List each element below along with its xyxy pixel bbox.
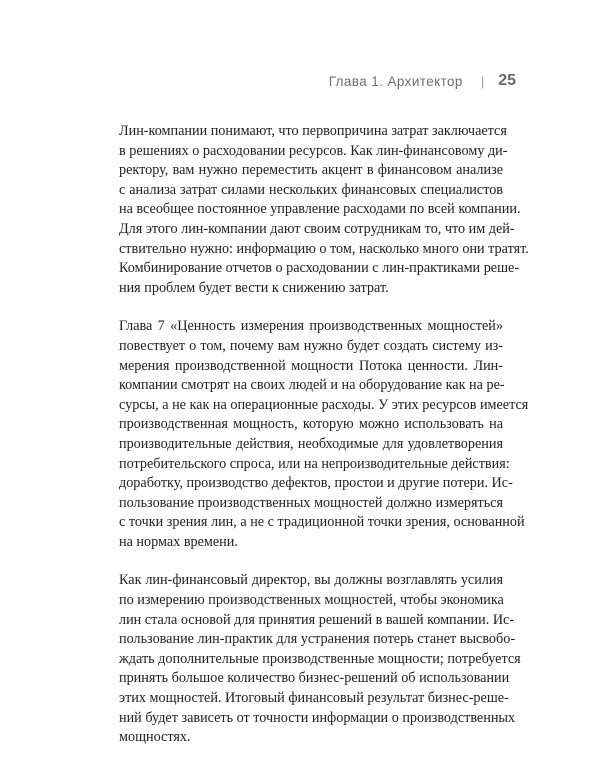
page-number: 25 [498, 72, 516, 89]
text-line: ния проблем будет вести к снижению затрат. [119, 279, 389, 296]
text-line: мощностях. [119, 729, 191, 746]
text-line: Как лин-финансовый директор, вы должны возглавлять усилия [119, 572, 503, 589]
text-line: ждать дополнительные производственные мощности; потребуется [119, 650, 521, 667]
text-line: в решениях о расходовании ресурсов. Как лин-финансовому ди- [119, 142, 508, 159]
running-header [329, 72, 516, 90]
text-line: с анализа затрат силами нескольких финансовых специалистов [119, 181, 503, 198]
text-line: по измерению производственных мощностей, чтобы экономика [119, 592, 504, 609]
text-line: потребительского спроса, или на непроизводительные действия: [119, 455, 510, 472]
text-line: Для этого лин-компании дают своим сотрудникам то, что им дей- [119, 220, 515, 237]
text-line: с точки зрения лин, а не с традиционной точки зрения, основанной [119, 514, 525, 531]
text-line: производственная мощность, которую можно использовать на [119, 416, 503, 433]
paragraph-2 [119, 317, 529, 552]
text-line: пользование производственных мощностей должно измеряться [119, 494, 503, 511]
paragraph-1 [119, 122, 529, 298]
text-line: ний будет зависеть от точности информации о производственных [119, 709, 516, 726]
text-line: повествует о том, почему вам нужно будет создать систему из- [119, 337, 503, 354]
text-line: на всеобщее постоянное управление расходами по всей компании. [119, 201, 521, 218]
text-line: ствительно нужно: информацию о том, насколько много они тратят. [119, 240, 529, 257]
text-line: Лин-компании понимают, что первопричина затрат заключается [119, 123, 507, 139]
text-line: мерения производственной мощности Потока ценности. Лин- [119, 357, 503, 374]
chapter-title: Глава 1. Архитектор [328, 73, 463, 89]
header-separator: | [480, 73, 485, 89]
text-line: принять большое количество бизнес-решений об использовании [119, 670, 510, 687]
text-line: лин стала основой для принятия решений в вашей компании. Ис- [119, 611, 515, 628]
text-line: на нормах времени. [119, 533, 238, 550]
text-line: пользование лин-практик для устранения потерь станет высвобо- [119, 631, 516, 648]
text-line: производительные действия, необходимые для удовлетворения [119, 435, 503, 452]
text-line: компании смотрят на своих людей и на оборудование как на ре- [119, 377, 505, 394]
text-line: ректору, вам нужно переместить акцент в финансовом анализе [119, 162, 503, 179]
text-line: этих мощностей. Итоговый финансовый результат бизнес-реше- [119, 690, 509, 707]
paragraph-3 [119, 571, 521, 747]
text-line: Комбинирование отчетов о расходовании с лин-практиками реше- [119, 260, 520, 277]
text-line: доработку, производство дефектов, простои и другие потери. Ис- [119, 475, 513, 492]
text-line: сурсы, а не как на операционные расходы. У этих ресурсов имеется [119, 396, 529, 413]
body-text [119, 122, 529, 767]
text-line: Глава 7 «Ценность измерения производственных мощностей» [119, 318, 503, 335]
